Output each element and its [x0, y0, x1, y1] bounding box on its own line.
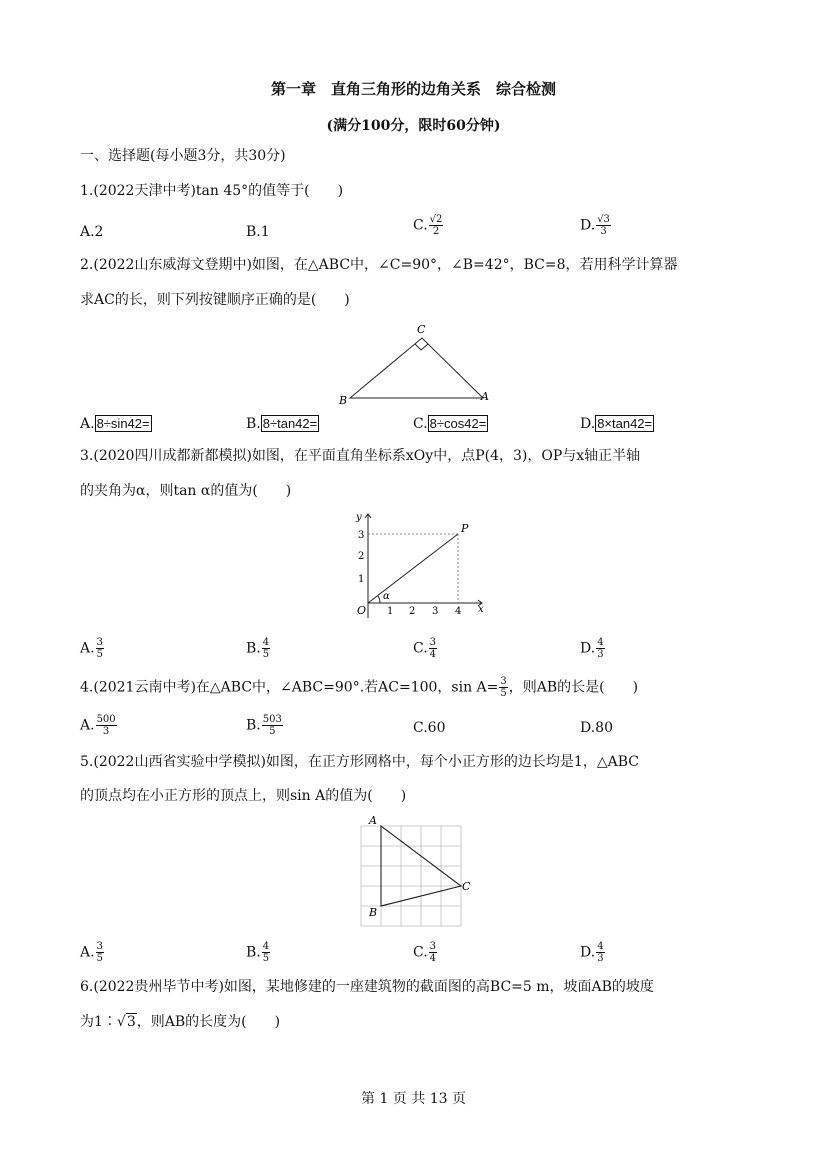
q3-option-b: B. $\frac{4}{5}$ — [246, 637, 270, 660]
label-p: P — [461, 522, 469, 535]
right-angle-mark — [415, 344, 428, 350]
q5-stem-line1: 5.(2022山西省实验中学模拟)如图，在正方形网格中，每个小正方形的边长均是1，△ABC — [80, 754, 639, 770]
section-heading: 一、选择题(每小题3分，共30分) — [80, 148, 286, 164]
q4-stem: 4.(2021云南中考)在△ABC中，∠ABC=90°.若AC=100，sin A= $\frac{3}{5}$ ，则AB的长是( ) — [80, 676, 639, 699]
q1-option-d: D. $\frac{√3}{3}$ — [580, 214, 610, 237]
label-c: C — [417, 323, 426, 336]
q2-stem-line1: 2.(2022山东威海文登期中)如图，在△ABC中，∠C=90°，∠B=42°，BC=8，若用科学计算器 — [80, 257, 678, 273]
q6-stem-line2: 为1∶√3，则AB的长度为( ) — [80, 1014, 281, 1030]
q2-option-d: D. 8×tan42= — [580, 416, 653, 432]
q3-stem-line1: 3.(2020四川成都新都模拟)如图，在平面直角坐标系xOy中，点P(4，3)，OP与x轴正半轴 — [80, 448, 641, 464]
label-a: A — [369, 814, 377, 827]
q4-option-b: B. $\frac{503}{5}$ — [246, 714, 282, 737]
xtick-3: 3 — [432, 606, 439, 617]
q2-option-a: A. 8÷sin42= — [80, 416, 150, 432]
page-footer: 第 1 页 共 13 页 — [361, 1091, 466, 1107]
q3-coordinate-figure — [340, 508, 490, 620]
q1-option-c: C. $\frac{√2}{2}$ — [413, 214, 443, 237]
label-a: A — [481, 390, 489, 403]
label-x: x — [478, 604, 484, 615]
ytick-1: 1 — [358, 574, 365, 585]
label-alpha: α — [383, 591, 390, 602]
angle-arc — [378, 596, 380, 603]
label-o: O — [357, 604, 367, 617]
q3-option-a: A. $\frac{3}{5}$ — [80, 637, 103, 660]
q5-option-b: B. $\frac{4}{5}$ — [246, 941, 270, 964]
triangle-abc — [350, 338, 483, 398]
q6-stem-line1: 6.(2022贵州毕节中考)如图，某地修建的一座建筑物的截面图的高BC=5 m，坡面AB的坡度 — [80, 979, 654, 995]
q4-option-d: D.80 — [580, 720, 613, 736]
q5-option-d: D. $\frac{4}{3}$ — [580, 941, 604, 964]
q2-option-b: B. 8÷tan42= — [246, 416, 318, 432]
q5-stem-line2: 的顶点均在小正方形的顶点上，则sin A的值为( ) — [80, 788, 407, 804]
q2-option-c: C. 8÷cos42= — [413, 416, 487, 432]
q4-option-a: A. $\frac{500}{3}$ — [80, 714, 116, 737]
label-y: y — [356, 512, 362, 523]
q1-option-b: B.1 — [246, 224, 270, 240]
q3-stem-line2: 的夹角为α，则tan α的值为( ) — [80, 483, 292, 499]
segment-op — [368, 534, 458, 603]
q1-stem: 1.(2022天津中考)tan 45°的值等于( ) — [80, 183, 344, 199]
q4-option-c: C.60 — [413, 720, 446, 736]
xtick-2: 2 — [409, 606, 416, 617]
page-subtitle: (满分100分，限时60分钟) — [326, 118, 501, 134]
q1-option-a: A.2 — [80, 224, 104, 240]
q3-option-d: D. $\frac{4}{3}$ — [580, 637, 604, 660]
xtick-1: 1 — [387, 606, 394, 617]
label-c: C — [462, 880, 471, 893]
q5-grid-figure — [355, 812, 475, 930]
q5-option-c: C. $\frac{3}{4}$ — [413, 941, 437, 964]
label-b: B — [339, 394, 348, 407]
page-title: 第一章 直角三角形的边角关系 综合检测 — [270, 80, 556, 98]
q3-option-c: C. $\frac{3}{4}$ — [413, 637, 437, 660]
xtick-4: 4 — [455, 606, 462, 617]
ytick-2: 2 — [358, 551, 365, 562]
ytick-3: 3 — [358, 530, 365, 541]
q2-triangle-figure — [335, 320, 495, 410]
q2-stem-line2: 求AC的长，则下列按键顺序正确的是( ) — [80, 292, 350, 308]
label-b: B — [369, 906, 378, 919]
q5-option-a: A. $\frac{3}{5}$ — [80, 941, 103, 964]
